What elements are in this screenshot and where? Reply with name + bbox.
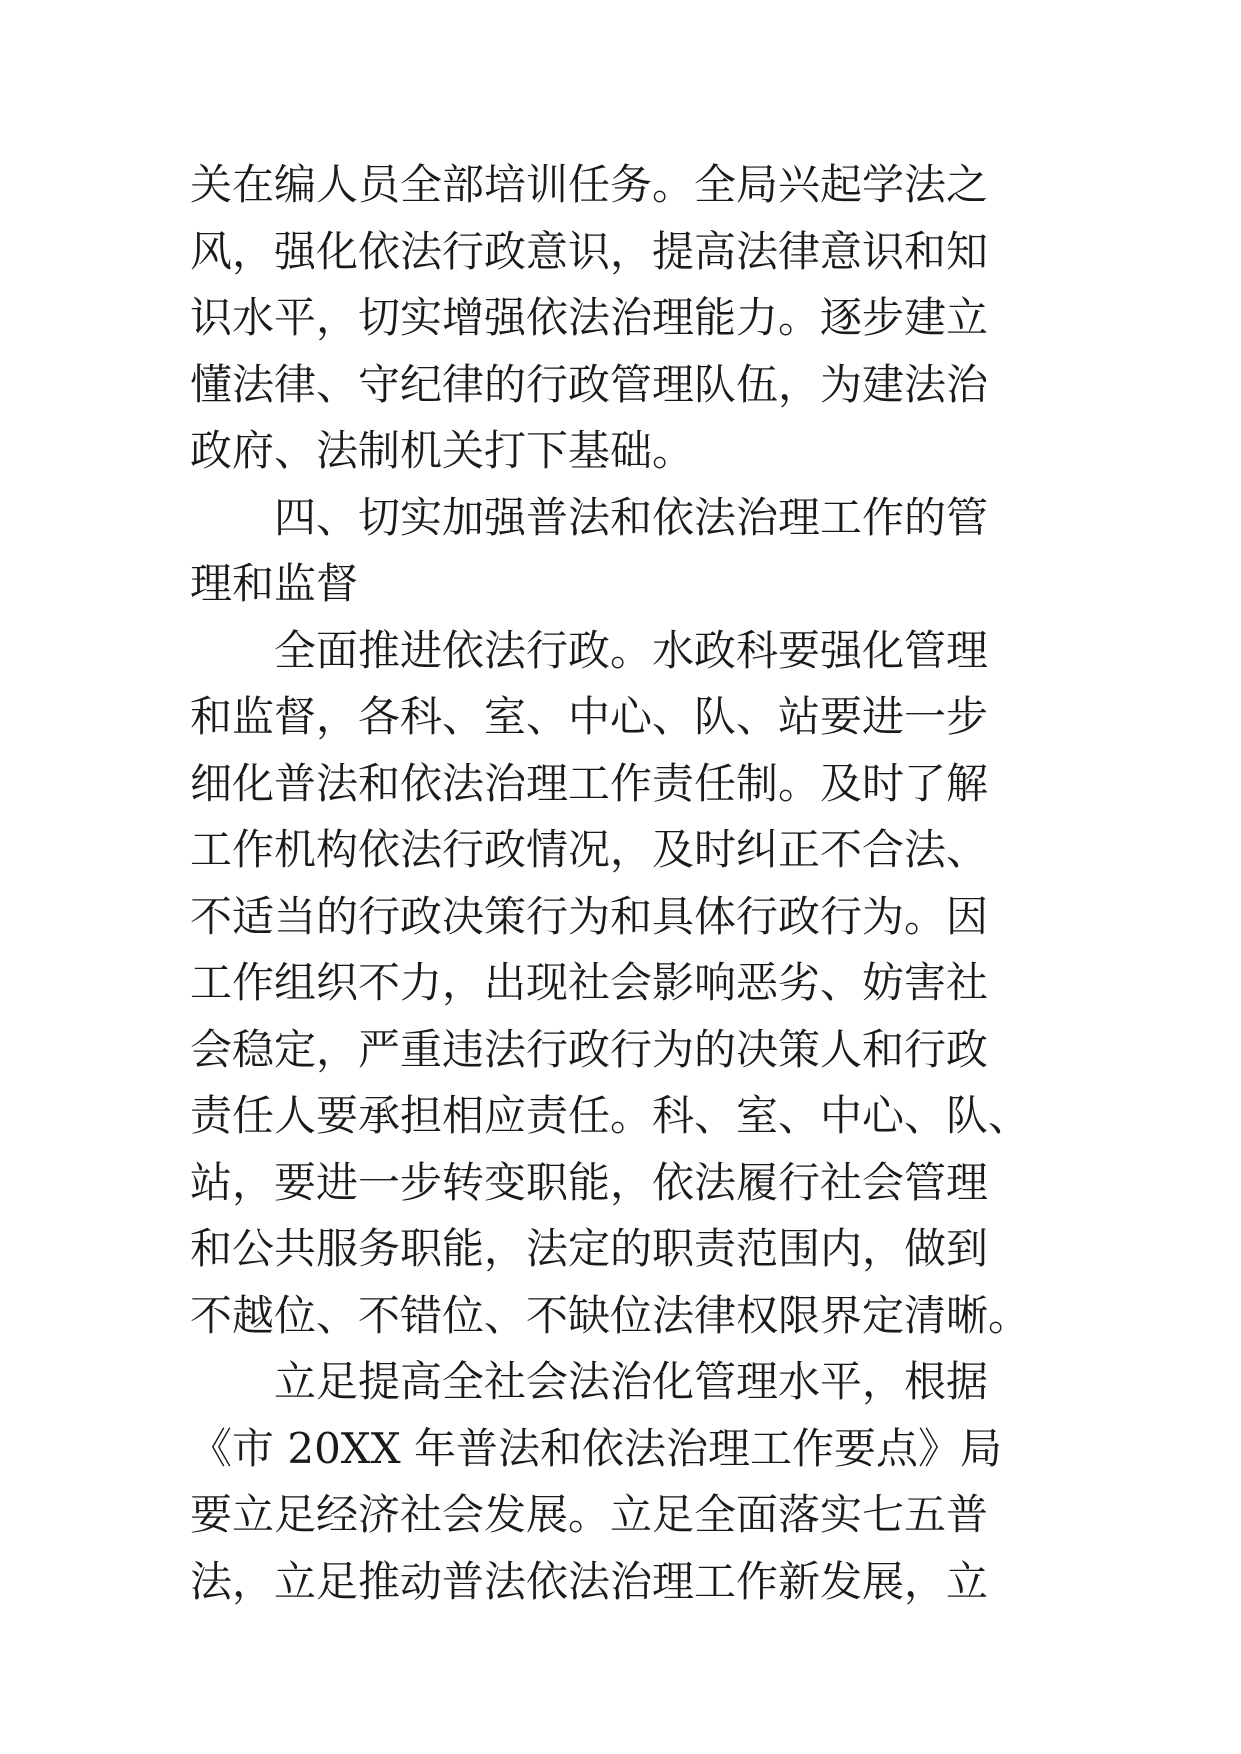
text-line: 工作机构依法行政情况，及时纠正不合法、 [190,825,989,874]
text-line: 识水平，切实增强依法治理能力。逐步建立 [190,293,989,342]
text-line: 法，立足推动普法依法治理工作新发展，立 [190,1556,989,1606]
text-line: 立足提高全社会法治化管理水平，根据 [274,1357,989,1406]
text-line: 《市 20XX 年普法和依法治理工作要点》局 [190,1423,1002,1473]
text-line: 要立足经济社会发展。立足全面落实七五普 [190,1490,989,1539]
text-line: 和公共服务职能，法定的职责范围内，做到 [190,1224,989,1273]
text-line: 理和监督 [190,559,359,608]
body-text [190,152,1070,1615]
text-line: 责任人要承担相应责任。科、室、中心、队、 [190,1091,1031,1140]
text-line: 四、切实加强普法和依法治理工作的管 [274,492,989,542]
text-line: 细化普法和依法治理工作责任制。及时了解 [190,758,989,808]
text-line: 会稳定，严重违法行政行为的决策人和行政 [190,1024,989,1074]
text-line: 不适当的行政决策行为和具体行政行为。因 [190,891,989,941]
text-line: 懂法律、守纪律的行政管理队伍，为建法治 [190,359,989,409]
text-line: 站，要进一步转变职能，依法履行社会管理 [190,1157,989,1207]
text-line: 全面推进依法行政。水政科要强化管理 [274,625,989,675]
text-line: 和监督，各科、室、中心、队、站要进一步 [190,692,989,741]
text-line: 政府、法制机关打下基础。 [190,426,695,475]
text-line: 风，强化依法行政意识，提高法律意识和知 [190,226,989,276]
text-line: 工作组织不力，出现社会影响恶劣、妨害社 [190,958,989,1007]
text-line: 关在编人员全部培训任务。全局兴起学法之 [190,160,989,209]
text-line: 不越位、不错位、不缺位法律权限界定清晰。 [190,1290,1031,1340]
